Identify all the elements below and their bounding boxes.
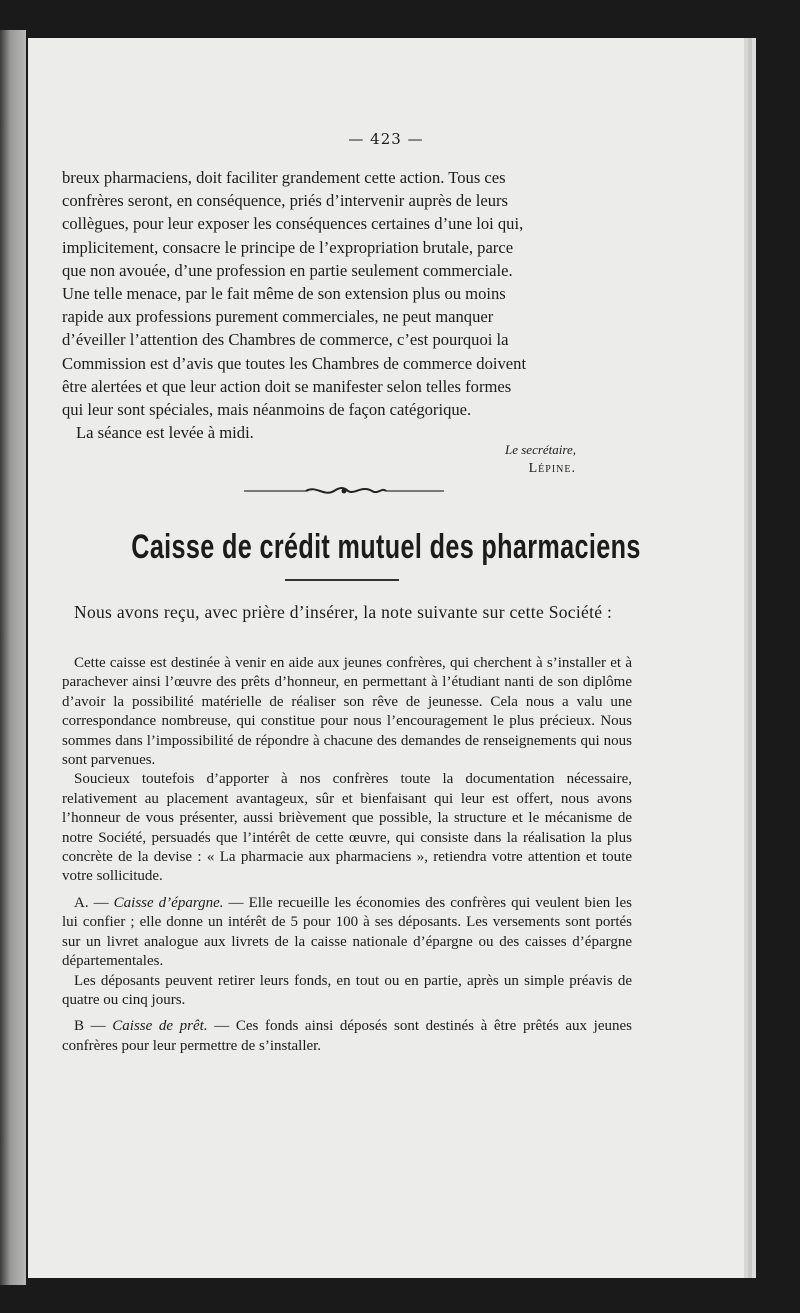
text-line: que non avouée, d’une profession en partie seulement commerciale. <box>62 260 513 280</box>
body-paragraph: Soucieux toutefois d’apporter à nos confrères toute la documentation nécessaire, relativement au placement avantageux, sûr et bienfaisant qui leur est offert, nous avons l’honneur de vous présenter, aussi brièvement que possible, la structure et le mécanisme de notre Société, persuadés que l’intérêt de cette œuvre, qui consiste dans la réalisation la plus concrète de la devise : « La pharmacie aux pharmaciens », retiendra votre attention et toute votre sollicitude. <box>62 771 632 885</box>
section-a-paragraph <box>62 894 632 972</box>
section-b-text: — Ces fonds ainsi déposés sont destinés à être prêtés aux jeunes confrères pour leur permettre de s’installer. <box>62 1018 632 1054</box>
adjacent-page-edge <box>0 30 26 1285</box>
text-line: Commission est d’avis que toutes les Chambres de commerce doivent <box>62 353 527 373</box>
section-a-followup: Les déposants peuvent retirer leurs fonds, en tout ou en partie, après un simple préavis de quatre ou cinq jours. <box>62 972 632 1008</box>
section-a-title: Caisse d’épargne. <box>113 894 224 911</box>
text-line: rapide aux professions purement commerciales, ne peut manquer <box>62 307 494 327</box>
text-line: d’éveiller l’attention des Chambres de commerce, c’est pourquoi la <box>62 330 509 350</box>
text-line: confrères seront, en conséquence, priés d’intervenir auprès de leurs <box>62 191 508 211</box>
seance-closing: La séance est levée à midi. <box>76 423 254 443</box>
paragraph-commission <box>62 166 632 444</box>
page-number: — 423 — <box>348 130 424 148</box>
text-line: être alertées et que leur action doit se manifester selon telles formes <box>62 376 512 396</box>
section-heading: Caisse de crédit mutuel des pharmaciens <box>131 528 641 566</box>
signature-block <box>505 440 576 478</box>
section-a-text: — Elle recueille les économies des confrères qui veulent bien les lui confier ; elle donne un intérêt de 5 pour 100 à ses déposants. Les versements sont portés sur un livret analogue aux livrets de la caisse nationale d’épargne ou des caisses d’épargne départementales. <box>62 894 632 970</box>
text-line: qui leur sont spéciales, mais néanmoins de façon catégorique. <box>62 400 472 420</box>
body-paragraph: Cette caisse est destinée à venir en aide aux jeunes confrères, qui cherchent à s’installer et à parachever ainsi l’œuvre des prêts d’honneur, en permettant à l’étudiant nanti de son diplôme d’avoir la possibilité matérielle de réaliser son rêve de jeunesse. Cela nous a valu une correspondance nombreuse, qui constitue pour nous l’encouragement le plus précieux. Nous sommes dans l’impossibilité de répondre à chacune des demandes de renseignements qui nous sont parvenues. <box>62 655 632 769</box>
text-line: Une telle menace, par le fait même de son extension plus ou moins <box>62 284 506 304</box>
note-body <box>62 654 632 1056</box>
text-line: collègues, pour leur exposer les conséquences certaines d’une loi qui, <box>62 214 524 234</box>
document-page <box>28 38 744 1278</box>
intro-paragraph <box>62 600 632 624</box>
section-b-paragraph <box>62 1017 632 1056</box>
intro-text: Nous avons reçu, avec prière d’insérer, la note suivante sur cette Société : <box>74 602 613 622</box>
text-line: breux pharmaciens, doit faciliter grandement cette action. Tous ces <box>62 168 506 187</box>
section-b-prefix: B — <box>74 1018 113 1035</box>
signature-title: Le secrétaire, <box>505 442 576 457</box>
ornament-divider <box>244 483 444 499</box>
signature-name: Lépine. <box>528 461 576 476</box>
section-b-title: Caisse de prêt. <box>112 1018 208 1035</box>
text-line: implicitement, consacre le principe de l’expropriation brutale, parce <box>62 237 514 257</box>
heading-underline <box>285 579 399 581</box>
section-a-prefix: A. — <box>74 894 114 911</box>
